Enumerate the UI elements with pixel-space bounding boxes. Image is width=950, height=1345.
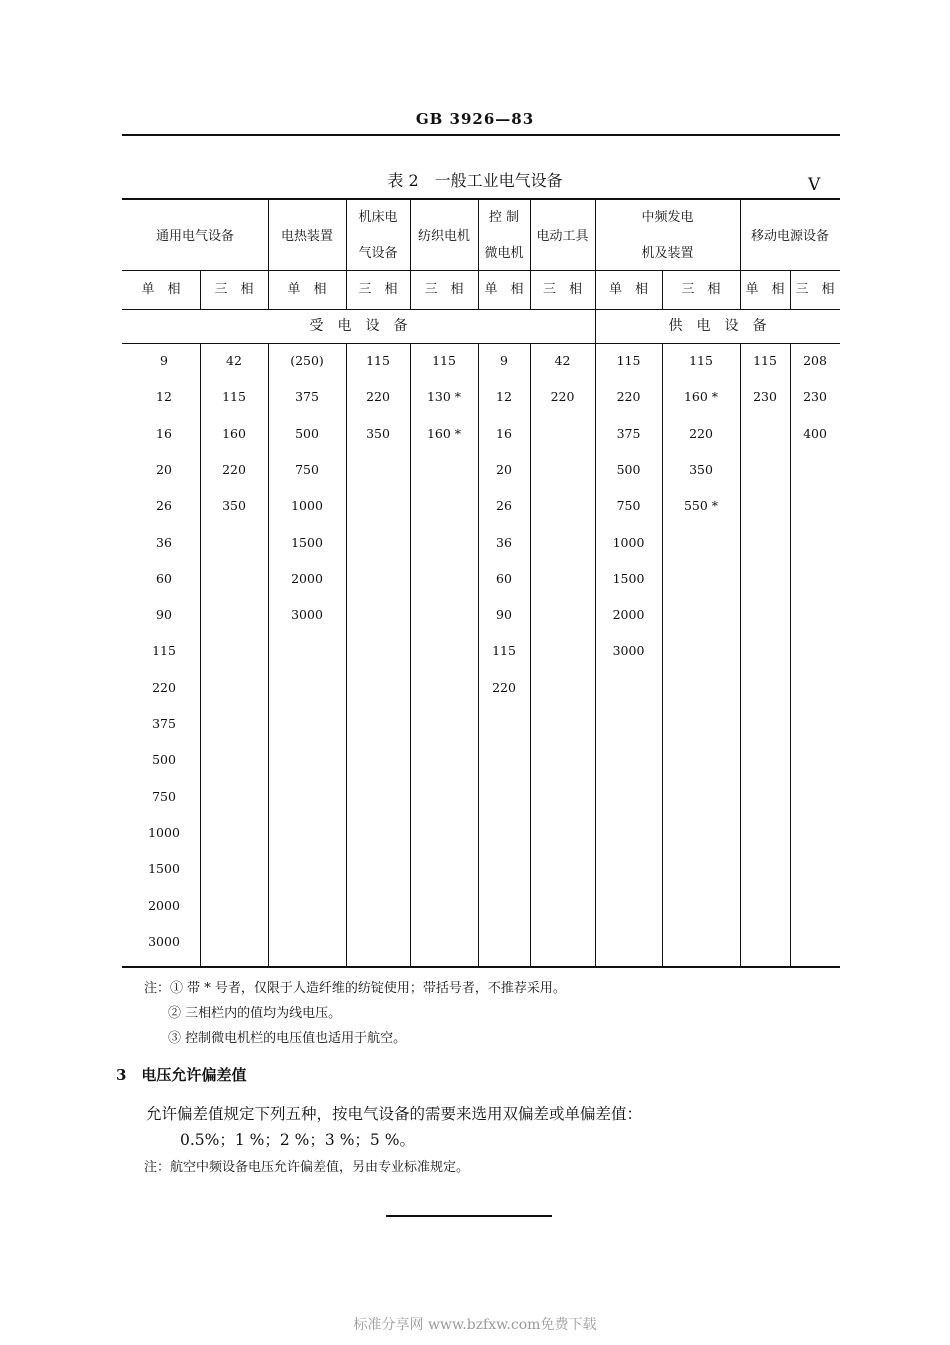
phase-label: 单 相 xyxy=(141,282,181,297)
table-cell: 9 xyxy=(160,353,168,368)
table-cell: 20 xyxy=(156,461,172,477)
table-cell: 230 xyxy=(803,389,827,405)
table-cell: 60 xyxy=(496,570,512,586)
phase-label: 三 相 xyxy=(424,282,464,297)
phase-label: 三 相 xyxy=(681,282,721,297)
table-cell: 26 xyxy=(156,498,172,514)
table-cell: 375 xyxy=(295,389,319,405)
table-cell: 375 xyxy=(152,716,176,731)
table-cell: 16 xyxy=(496,425,512,441)
column-divider xyxy=(346,343,347,966)
table-note-1: 注：① 带 * 号者，仅限于人造纤维的纺锭使用；带括号者，不推荐采用。 xyxy=(144,981,566,996)
category-header: 控 制 微电机 xyxy=(484,210,524,261)
table-cell: 115 xyxy=(152,643,176,659)
end-rule xyxy=(386,1215,552,1217)
table-cell: 350 xyxy=(689,461,713,477)
table-cell: 2000 xyxy=(148,897,180,913)
table-cell: 3000 xyxy=(612,643,645,659)
table-cell: 750 xyxy=(152,788,176,804)
column-divider xyxy=(740,343,741,966)
phase-label: 三 相 xyxy=(358,282,398,297)
table-cell: 26 xyxy=(496,498,512,514)
table-cell: 115 xyxy=(366,353,390,368)
table-cell: 750 xyxy=(616,498,641,514)
column-divider xyxy=(268,343,269,966)
table-cell: 115 xyxy=(689,353,713,368)
phase-label: 单 相 xyxy=(608,282,648,297)
table-cell: 115 xyxy=(432,353,456,368)
table-cell: 16 xyxy=(156,425,172,441)
table-cell: 350 xyxy=(222,498,246,514)
table-cell: 1500 xyxy=(148,861,180,877)
table-cell: 3000 xyxy=(148,933,180,949)
column-divider xyxy=(200,343,201,966)
phase-label: 单 相 xyxy=(745,282,785,297)
table-cell: 220 xyxy=(492,679,516,695)
table-cell: 375 xyxy=(616,425,641,441)
section-values: 0.5%；1 %；2 %；3 %；5 %。 xyxy=(180,1131,415,1149)
category-header: 电动工具 xyxy=(536,228,589,244)
group-label-receiving: 受 电 设 备 xyxy=(309,318,408,334)
group-label-supplying: 供 电 设 备 xyxy=(668,318,767,334)
table-cell: 220 xyxy=(152,679,176,695)
table-cell: 36 xyxy=(156,534,172,550)
phase-divider xyxy=(122,309,840,310)
table-cell: 115 xyxy=(222,389,246,405)
table-cell: 500 xyxy=(152,752,176,768)
phase-label: 三 相 xyxy=(542,282,582,297)
table-cell: 350 xyxy=(366,425,390,441)
table-cell: 750 xyxy=(295,461,319,477)
table-cell: 160 * xyxy=(426,425,462,441)
table-cell: 90 xyxy=(496,607,512,623)
table-caption: 表 2 一般工业电气设备 xyxy=(387,171,563,190)
watermark: 标准分享网 www.bzfxw.com免费下载 xyxy=(353,1317,597,1333)
table-cell: 42 xyxy=(226,353,242,368)
table-cell: 12 xyxy=(496,389,512,405)
table-cell: 220 xyxy=(689,425,713,441)
table-cell: 130 * xyxy=(426,389,462,405)
table-cell: 160 xyxy=(222,425,246,441)
phase-label: 单 相 xyxy=(484,282,524,297)
table-note-3: ③ 控制微电机栏的电压值也适用于航空。 xyxy=(168,1031,407,1046)
column-divider xyxy=(662,343,663,966)
table-cell: 20 xyxy=(496,461,512,477)
table-cell: 208 xyxy=(803,353,827,368)
table-cell: 115 xyxy=(616,353,641,368)
table-bottom-rule xyxy=(122,966,840,968)
table-cell: 2000 xyxy=(291,570,323,586)
category-header: 电热装置 xyxy=(280,228,333,244)
table-cell: 1000 xyxy=(291,498,323,514)
table-cell: 9 xyxy=(500,353,508,368)
table-cell: 220 xyxy=(550,389,575,405)
table-cell: 115 xyxy=(753,353,777,368)
table-cell: 1000 xyxy=(612,534,645,550)
table-unit: V xyxy=(808,175,821,195)
table-cell: 60 xyxy=(156,570,172,586)
table-cell: (250) xyxy=(290,353,324,368)
table-cell: 42 xyxy=(554,353,571,368)
column-divider xyxy=(595,343,596,966)
section-text: 允许偏差值规定下列五种，按电气设备的需要来选用双偏差或单偏差值： xyxy=(146,1105,643,1123)
phase-label: 单 相 xyxy=(287,282,327,297)
category-header: 中频发电 机及装置 xyxy=(641,210,694,261)
standard-number: GB 3926—83 xyxy=(415,110,535,128)
table-cell: 1500 xyxy=(291,534,323,550)
phase-label: 三 相 xyxy=(214,282,254,297)
category-header: 纺织电机 xyxy=(417,228,470,244)
group-divider xyxy=(122,343,840,344)
table-note-2: ② 三相栏内的值均为线电压。 xyxy=(168,1006,342,1021)
section-heading: 3 电压允许偏差值 xyxy=(116,1066,247,1084)
table-cell: 3000 xyxy=(291,607,323,623)
category-header: 移动电源设备 xyxy=(750,228,829,244)
category-header: 通用电气设备 xyxy=(155,228,234,244)
header-rule xyxy=(122,134,840,136)
category-header: 机床电 气设备 xyxy=(358,210,398,261)
table-cell: 1500 xyxy=(612,570,645,586)
table-cell: 90 xyxy=(156,607,172,623)
table-cell: 160 * xyxy=(683,389,719,405)
column-divider xyxy=(410,343,411,966)
table-cell: 115 xyxy=(492,643,516,659)
table-cell: 2000 xyxy=(612,607,645,623)
table-cell: 400 xyxy=(803,425,827,441)
phase-label: 三 相 xyxy=(795,282,835,297)
table-cell: 500 xyxy=(295,425,319,441)
table-cell: 1000 xyxy=(148,824,180,840)
table-cell: 12 xyxy=(156,389,172,405)
table-cell: 220 xyxy=(222,461,246,477)
table-cell: 500 xyxy=(616,461,641,477)
table-cell: 220 xyxy=(616,389,641,405)
section-note: 注：航空中频设备电压允许偏差值，另由专业标准规定。 xyxy=(144,1160,470,1175)
table-cell: 36 xyxy=(496,534,512,550)
table-cell: 550 * xyxy=(683,498,719,514)
table-cell: 230 xyxy=(753,389,777,405)
table-cell: 220 xyxy=(366,389,390,405)
